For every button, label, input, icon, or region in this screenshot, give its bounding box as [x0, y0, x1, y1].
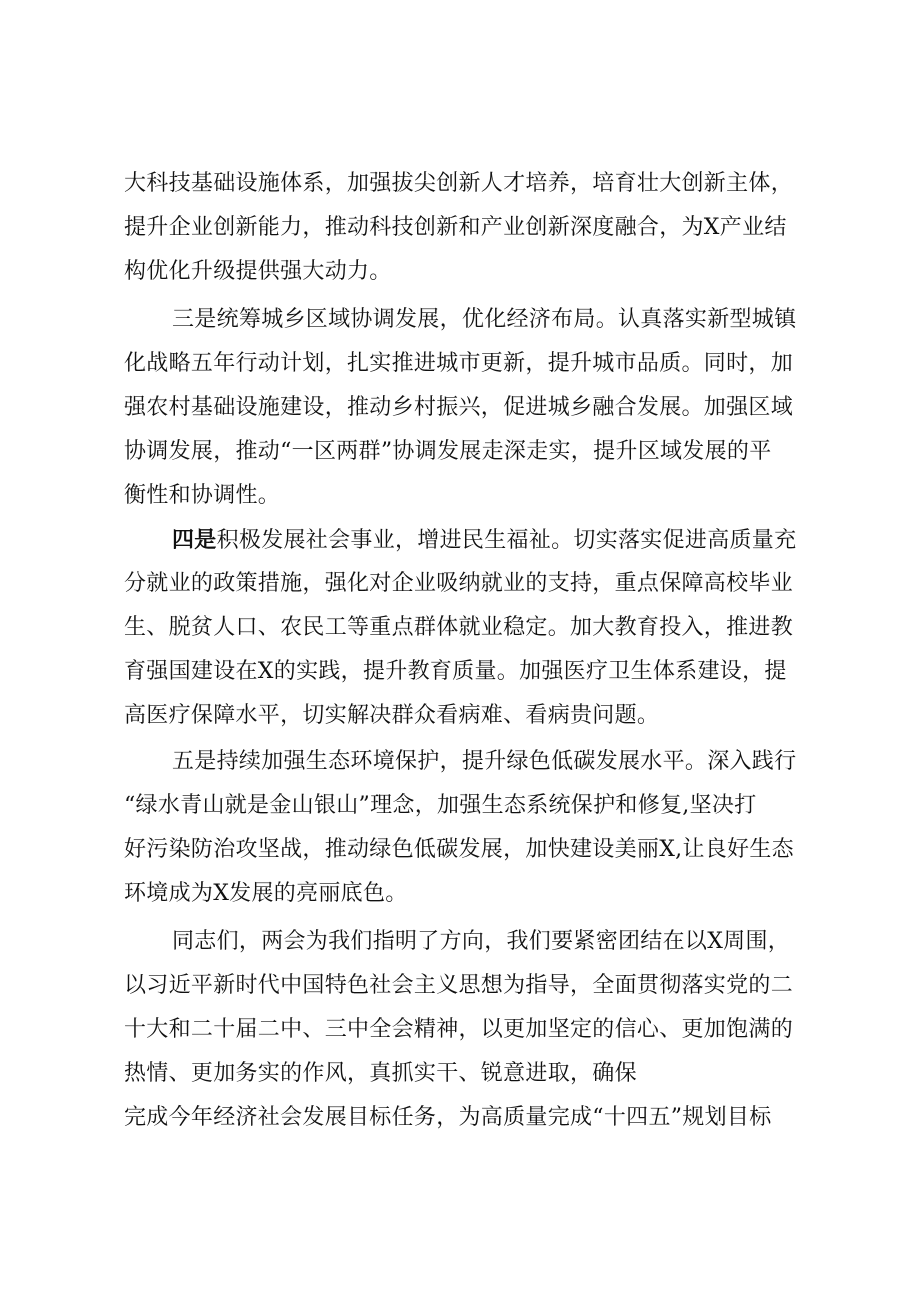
paragraph-line: 环境成为X发展的亮丽底色。	[124, 881, 408, 906]
paragraph-line: 十大和二十届二中、三中全会精神，以更加坚定的信心、更加饱满的	[124, 1017, 794, 1042]
paragraph-line: 生、脱贫人口、农民工等重点群体就业稳定。加大教育投入，推进教	[124, 615, 794, 640]
paragraph-line: 构优化升级提供强大动力。	[124, 259, 392, 284]
paragraph-line: 以习近平新时代中国特色社会主义思想为指导，全面贯彻落实党的二	[124, 973, 794, 998]
paragraph-text: 积极发展社会事业，增进民生福祉。切实落实促进高质量充	[216, 528, 797, 553]
paragraph-line: 化战略五年行动计划，扎实推进城市更新，提升城市品质。同时，加	[124, 351, 794, 376]
paragraph-line: 好污染防治攻坚战，推动绿色低碳发展，加快建设美丽X,让良好生态	[124, 837, 794, 862]
paragraph-line: 三是统筹城乡区域协调发展，优化经济布局。认真落实新型城镇	[172, 307, 797, 332]
paragraph-line: “绿水青山就是金山银山”理念，加强生态系统保护和修复,坚决打	[124, 793, 757, 818]
paragraph-line: 衡性和协调性。	[124, 483, 281, 508]
paragraph-line: 热情、更加务实的作风，真抓实干、锐意进取，确保	[124, 1061, 637, 1086]
paragraph-line: 育强国建设在X的实践，提升教育质量。加强医疗卫生体系建设，提	[124, 659, 787, 684]
emphasis-text: 四是	[172, 527, 217, 553]
paragraph-line: 高医疗保障水平，切实解决群众看病难、看病贵问题。	[124, 703, 660, 728]
paragraph-line: 同志们，两会为我们指明了方向，我们要紧密团结在以X周围，	[172, 929, 791, 954]
paragraph-line: 大科技基础设施体系，加强拔尖创新人才培养，培育壮大创新主体，	[124, 171, 794, 196]
paragraph-line: 协调发展，推动“一区两群”协调发展走深走实，提升区域发展的平	[124, 439, 772, 464]
paragraph-line: 分就业的政策措施，强化对企业吸纳就业的支持，重点保障高校毕业	[124, 571, 794, 596]
paragraph-line: 完成今年经济社会发展目标任务，为高质量完成“十四五”规划目标	[124, 1105, 772, 1130]
paragraph-line	[172, 518, 804, 562]
paragraph-line: 提升企业创新能力，推动科技创新和产业创新深度融合，为X产业结	[124, 215, 787, 240]
paragraph-line: 五是持续加强生态环境保护，提升绿色低碳发展水平。深入践行	[172, 749, 797, 774]
paragraph-line: 强农村基础设施建设，推动乡村振兴，促进城乡融合发展。加强区域	[124, 395, 794, 420]
